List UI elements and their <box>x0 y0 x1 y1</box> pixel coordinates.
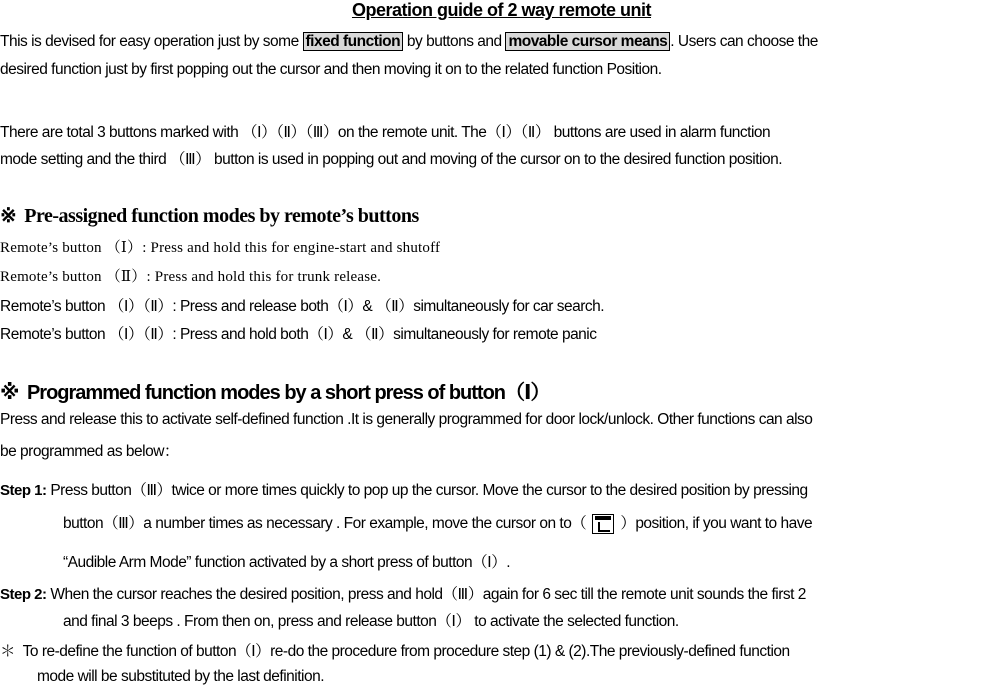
intro-text-mid: by buttons and <box>403 33 506 50</box>
step2-line-1 <box>0 582 806 604</box>
step1-line-3: “Audible Arm Mode” function activated by a short press of button（Ⅰ）. <box>63 554 510 571</box>
programmed-line-2: be programmed as below： <box>0 443 179 460</box>
pre-assigned-item: Remote’s button （Ⅰ）: Press and hold this for engine-start and shutoff <box>0 240 441 256</box>
intro-line-1 <box>0 33 818 51</box>
step1-text-2-post: ）position, if you want to have <box>620 515 813 532</box>
step2-line-2: and final 3 beeps . From then on, press and release button（Ⅰ） to activate the selected function. <box>63 613 679 630</box>
buttons-para-line-1: There are total 3 buttons marked with （Ⅰ）（Ⅱ）（Ⅲ）on the remote unit. The（Ⅰ）（Ⅱ） buttons are used in alarm function <box>0 124 771 141</box>
movable-cursor-highlight: movable cursor means <box>505 32 670 51</box>
pre-assigned-item: Remote’s button （Ⅰ）（Ⅱ）: Press and hold both（Ⅰ）& （Ⅱ）simultaneously for remote panic <box>0 326 597 343</box>
pre-assigned-item: Remote’s button （Ⅰ）（Ⅱ）: Press and release both（Ⅰ）& （Ⅱ）simultaneously for car search. <box>0 298 605 315</box>
intro-text-pre: This is devised for easy operation just by some <box>0 33 303 50</box>
fixed-function-highlight: fixed function <box>303 32 404 51</box>
step2-label: Step 2: <box>0 586 47 603</box>
programmed-line-1: Press and release this to activate self-defined function .It is generally programmed for door lock/unlock. Other functions can also <box>0 411 813 428</box>
audible-arm-icon <box>592 514 614 534</box>
note-mark: ＊ <box>0 643 16 660</box>
step2-text-1: When the cursor reaches the desired position, press and hold（Ⅲ）again for 6 sec till the remote unit sounds the first 2 <box>50 586 806 603</box>
pre-assigned-heading-text: Pre-assigned function modes by remote’s buttons <box>24 205 419 227</box>
step1-text-1: Press button（Ⅲ）twice or more times quickly to pop up the cursor. Move the cursor to the desired position by pressing <box>50 482 808 499</box>
step1-line-2 <box>63 511 812 534</box>
reference-mark-icon: ※ <box>0 382 19 404</box>
programmed-heading <box>0 376 549 405</box>
pre-assigned-heading <box>0 203 419 228</box>
step1-line-1 <box>0 478 808 500</box>
note-line-1 <box>0 639 790 661</box>
page-title: Operation guide of 2 way remote unit <box>351 0 652 20</box>
step1-label: Step 1: <box>0 482 47 499</box>
step1-text-2-pre: button（Ⅲ）a number times as necessary . For example, move the cursor on to（ <box>63 515 587 532</box>
intro-text-post: . Users can choose the <box>670 33 818 50</box>
intro-line-2: desired function just by first popping out the cursor and then moving it on to the related function Position. <box>0 61 662 78</box>
pre-assigned-item: Remote’s button （Ⅱ）: Press and hold this for trunk release. <box>0 269 382 285</box>
buttons-para-line-2: mode setting and the third （Ⅲ） button is used in popping out and moving of the cursor on to the desired function position. <box>0 151 783 168</box>
programmed-heading-text: Programmed function modes by a short press of button（Ⅰ） <box>26 382 550 404</box>
note-text-1: To re-define the function of button（Ⅰ）re-do the procedure from procedure step (1) & (2).The previously-defined function <box>22 643 790 660</box>
note-line-2: mode will be substituted by the last definition. <box>37 668 325 685</box>
reference-mark-icon: ※ <box>0 205 17 227</box>
